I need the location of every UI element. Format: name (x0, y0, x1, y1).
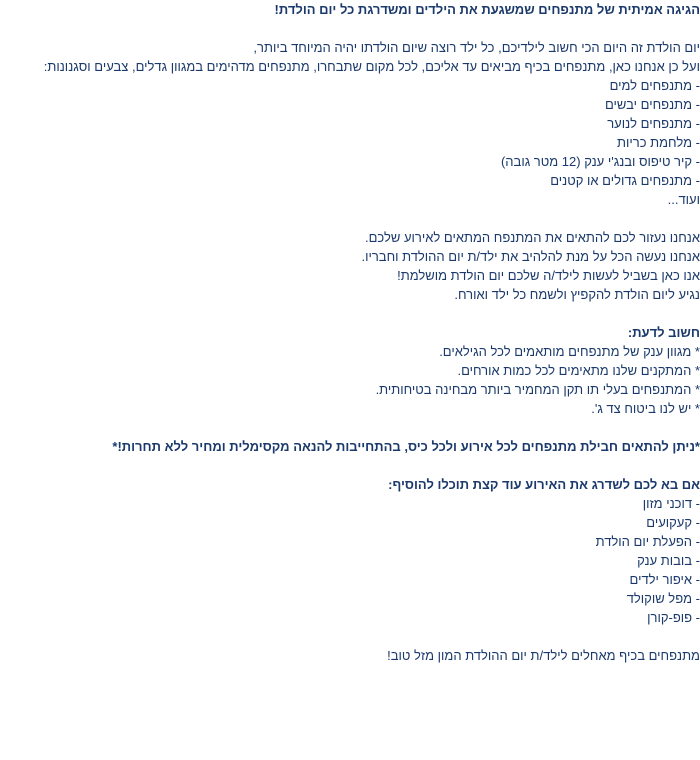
spacer (0, 418, 700, 437)
product-item: ועוד... (667, 192, 700, 207)
important-item: * מגוון ענק של מתנפחים מותאמים לכל הגילאים. (439, 344, 700, 359)
help-line: אנחנו נעזור לכם להתאים את המתנפח המתאים לאירוע שלכם. (365, 230, 700, 245)
spacer (0, 627, 700, 646)
addon-item: - הפעלת יום הולדת (595, 534, 700, 549)
closing-line: מתנפחים בכיף מאחלים לילד/ת יום ההולדת המון מזל טוב! (387, 648, 700, 663)
addons-heading: אם בא לכם לשדרג את האירוע עוד קצת תוכלו להוסיף: (388, 477, 700, 492)
spacer (0, 456, 700, 475)
important-item: * המתקנים שלנו מתאימים לכל כמות אורחים. (457, 363, 700, 378)
product-item: - מתנפחים למים (609, 78, 700, 93)
intro-line: ועל כן אנחנו כאן, מתנפחים בכיף מביאים עד אליכם, לכל מקום שתבחרו, מתנפחים מדהימים במגוון גדלים, צבעים וסגנונות: (43, 59, 700, 74)
addon-item: - בובות ענק (637, 553, 700, 568)
help-line: אנו כאן בשביל לעשות לילד/ה שלכם יום הולדת מושלמת! (397, 268, 700, 283)
addon-item: - איפור ילדים (629, 572, 700, 587)
spacer (0, 209, 700, 228)
document-title: הגיגה אמיתית של מתנפחים שמשגעת את הילדים ומשדרגת כל יום הולדת! (274, 2, 700, 17)
addon-item: - פופ-קורן (647, 610, 700, 625)
help-line: נגיע ליום הולדת להקפיץ ולשמח כל ילד ואורח. (454, 287, 700, 302)
product-item: - מתנפחים יבשים (605, 97, 700, 112)
product-item: - קיר טיפוס ובנג'י ענק (12 מטר גובה) (500, 154, 700, 169)
product-item: - מתנפחים גדולים או קטנים (550, 173, 700, 188)
addon-item: - דוכני מזון (642, 496, 700, 511)
product-item: - מלחמת כריות (617, 135, 700, 150)
important-heading: חשוב לדעת: (627, 325, 700, 340)
addon-item: - מפל שוקולד (626, 591, 700, 606)
help-line: אנחנו נעשה הכל על מנת להלהיב את ילד/ת יום ההולדת וחבריו. (361, 249, 700, 264)
spacer (0, 304, 700, 323)
product-item: - מתנפחים לנוער (607, 116, 700, 131)
important-item: * יש לנו ביטוח צד ג'. (591, 401, 700, 416)
intro-line: יום הולדת זה היום הכי חשוב לילדיכם, כל ילד רוצה שיום הולדתו יהיה המיוחד ביותר, (253, 40, 700, 55)
addon-item: - קעקועים (646, 515, 700, 530)
important-item: * המתנפחים בעלי תו תקן המחמיר ביותר מבחינה בטיחותית. (375, 382, 700, 397)
packages-note: *ניתן להתאים חבילת מתנפחים לכל אירוע ולכל כיס, בהתחייבות להנאה מקסימלית ומחיר ללא תחרות!* (112, 439, 700, 454)
spacer (0, 19, 700, 38)
